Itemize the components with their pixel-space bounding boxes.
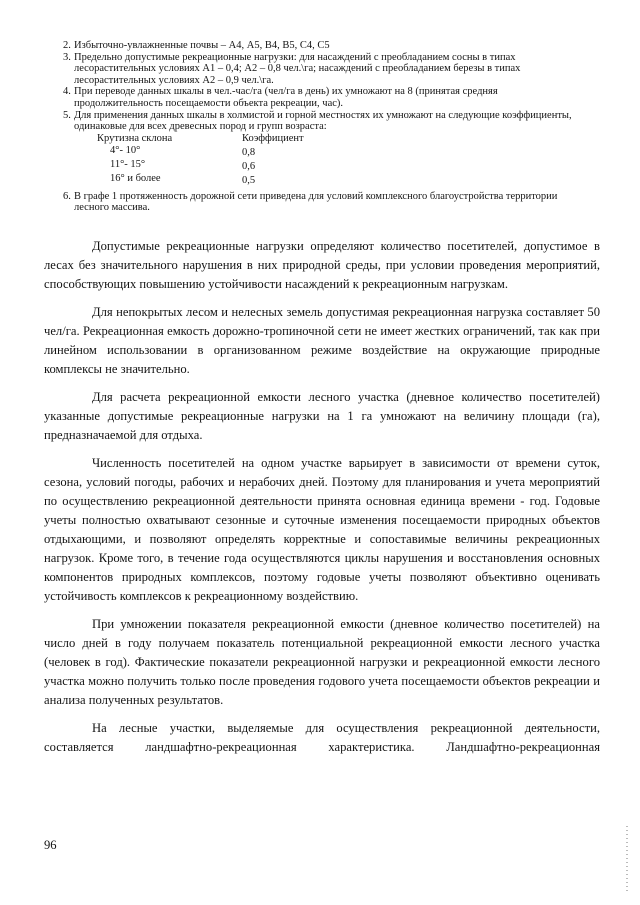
footnote-text: Избыточно-увлажненные почвы – А4, А5, В4, В5, С4, С5 — [74, 40, 330, 51]
paragraph: Численность посетителей на одном участке варьирует в зависимости от времени суток, сезона, условий погоды, рабочих и нерабочих дней. Поэтому для планирования и учета мероприятий по осуществлению рекреационной деятельности принята основная единица времени - год. Годовые учеты полностью охватывают сезонные и суточные изменения посещаемости природных объектов отдыхающими, и позволяют определять корректные и сопоставимые величины рекреационных нагрузок. Кроме того, в течение года осуществляются циклы нарушения и восстановления основных компонентов природных комплексов, поэтому годовые учеты позволяют объективно оценивать устойчивость комплексов к рекреационному воздействию. — [44, 456, 600, 603]
footnote-number: 6. — [63, 190, 71, 202]
footnote-number: 4. — [63, 86, 71, 98]
footnote-text: В графе 1 протяженность дорожной сети приведена для условий комплексного благоустройства территории лесного массива. — [74, 190, 558, 214]
footnote-number: 2. — [63, 40, 71, 51]
page-number: 96 — [44, 838, 57, 852]
paragraph: Для расчета рекреационной емкости лесного участка (дневное количество посетителей) указанные допустимые рекреационные нагрузки на 1 га умножают на величину площади (га), предназначаемой для отдыха. — [44, 390, 600, 442]
coefficient-column-header: Коэффициент — [242, 132, 304, 144]
coefficient-cell: 0,8 — [242, 146, 256, 158]
slope-cell: 16° и более — [110, 172, 161, 184]
footnote-item — [0, 191, 640, 214]
footnote-item — [0, 86, 640, 109]
main-text — [44, 237, 600, 766]
footnote-text: При переводе данных шкалы в чел.-час/га (чел/га в день) их умножают на 8 (принятая средняя продолжительность посещаемости объекта рекреации, час). — [74, 86, 498, 109]
slope-column-header: Крутизна склона — [97, 132, 173, 144]
footnote-text: Предельно допустимые рекреационные нагрузки: для насаждений с преобладанием сосны в типах лесорастительных условиях А1 – 0,4; А2 – 0,8 чел.\га; насаждений с преобладанием березы в типах лесорастительных условиях А2 – 0,9 чел.\га. — [74, 51, 521, 86]
footnote-item — [0, 40, 640, 52]
footnote-text: Для применения данных шкалы в холмистой и горной местностях их умножают на следующие коэффициенты, одинаковые для всех древесных пород и групп возраста: — [74, 109, 572, 133]
footnote-number: 5. — [63, 109, 71, 121]
scan-margin-marks — [626, 826, 628, 892]
paragraph: При умножении показателя рекреационной емкости (дневное количество посетителей) на число дней в году получаем показатель потенциальной рекреационной емкости лесного участка (человек в год). Фактические показатели рекреационной нагрузки и рекреационной емкости лесного участка можно получить только после проведения годового учета посещаемости объектов рекреации и анализа полученных результатов. — [44, 617, 600, 707]
coefficient-cell: 0,5 — [242, 174, 256, 186]
slope-cell: 11°- 15° — [110, 158, 146, 170]
footnote-number: 3. — [63, 51, 71, 63]
paragraph: На лесные участки, выделяемые для осуществления рекреационной деятельности, составляется ландшафтно-рекреационная характеристика. Ландшафтно-рекреационная — [44, 721, 600, 754]
footnote-item — [0, 52, 640, 87]
footnote-item — [0, 110, 640, 133]
paragraph: Допустимые рекреационные нагрузки определяют количество посетителей, допустимое в лесах без значительного нарушения в них природной среды, при условии проведения мероприятий, способствующих повышению устойчивости насаждений к рекреационным нагрузкам. — [44, 239, 600, 291]
coefficient-cell: 0,6 — [242, 160, 256, 172]
footnotes-list — [0, 40, 640, 214]
slope-coefficient-table — [0, 133, 640, 191]
paragraph: Для непокрытых лесом и нелесных земель допустимая рекреационная нагрузка составляет 50 чел/га. Рекреационная емкость дорожно-тропиночной сети не имеет жестких ограничений, так как при линейном использовании в организованном режиме воздействие на окружающие природные комплексы не значительно. — [44, 305, 600, 376]
slope-cell: 4°- 10° — [110, 144, 141, 156]
